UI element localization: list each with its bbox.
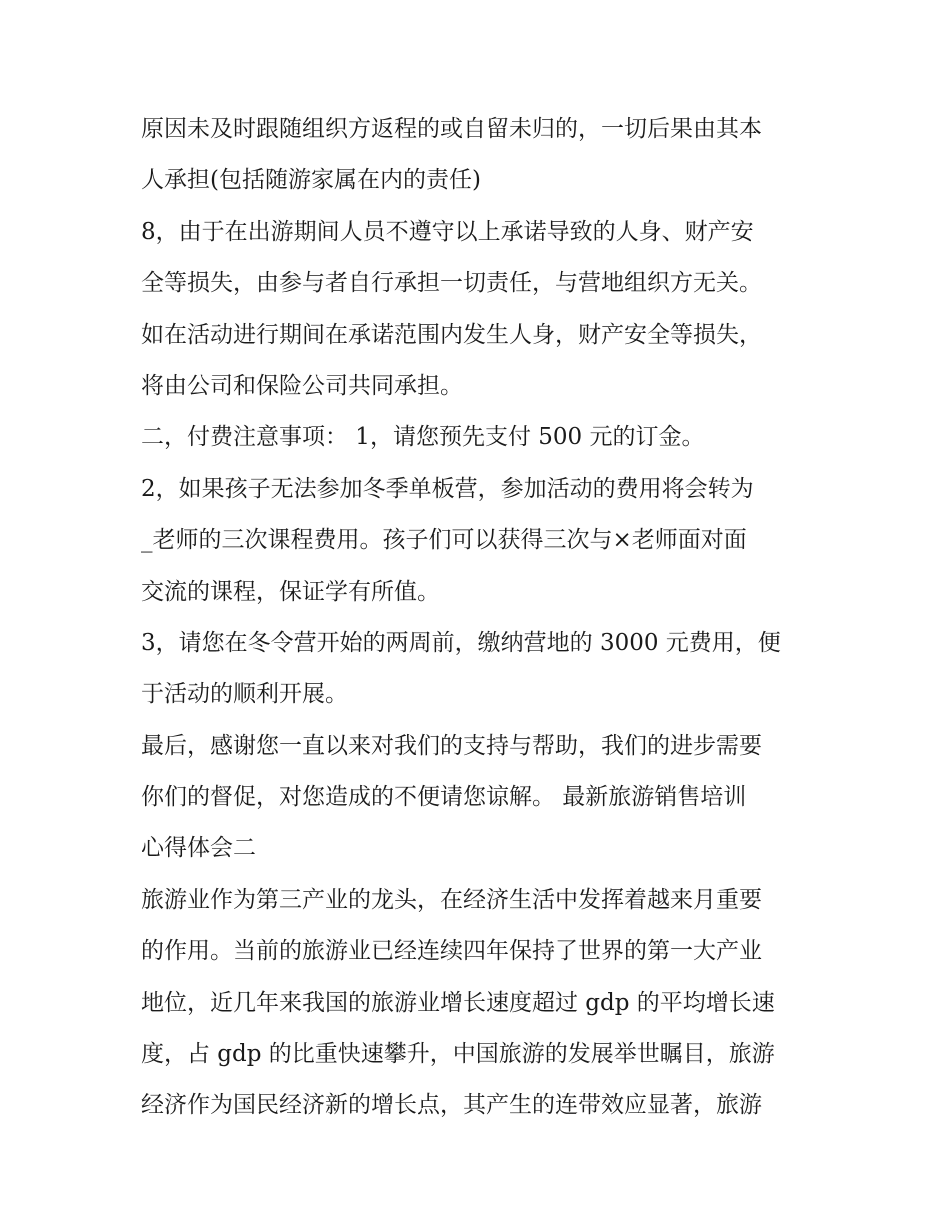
text-line: 交流的课程，保证学有所值。 <box>141 578 440 605</box>
text-line: 人承担(包括随游家属在内的责任) <box>141 167 481 194</box>
text-line: 最后，感谢您一直以来对我们的支持与帮助，我们的进步需要 <box>141 732 762 759</box>
text-line: 于活动的顺利开展。 <box>141 681 348 708</box>
text-line: 8，由于在出游期间人员不遵守以上承诺导致的人身、财产安 <box>141 218 754 245</box>
document-body <box>141 104 821 1132</box>
text-line: 心得体会二 <box>141 835 256 862</box>
text-line: 2，如果孩子无法参加冬季单板营，参加活动的费用将会转为 <box>141 475 754 502</box>
text-line: 将由公司和保险公司共同承担。 <box>141 372 463 399</box>
text-line: 经济作为国民经济新的增长点，其产生的连带效应显著，旅游 <box>141 1092 762 1119</box>
text-line: _老师的三次课程费用。孩子们可以获得三次与×老师面对面 <box>141 527 747 554</box>
text-line: 的作用。当前的旅游业已经连续四年保持了世界的第一大产业 <box>141 938 762 965</box>
text-line: 原因未及时跟随组织方返程的或自留未归的，一切后果由其本 <box>141 116 762 142</box>
text-line: 度，占 gdp 的比重快速攀升，中国旅游的发展举世瞩目，旅游 <box>141 1041 775 1068</box>
text-line: 地位，近几年来我国的旅游业增长速度超过 gdp 的平均增长速 <box>141 989 775 1016</box>
text-line: 旅游业作为第三产业的龙头，在经济生活中发挥着越来月重要 <box>141 886 762 913</box>
text-line: 3，请您在冬令营开始的两周前，缴纳营地的 3000 元费用，便 <box>141 629 781 656</box>
text-line: 如在活动进行期间在承诺范围内发生人身，财产安全等损失， <box>141 321 762 348</box>
text-line: 全等损失，由参与者自行承担一切责任，与营地组织方无关。 <box>141 270 762 297</box>
text-line: 二，付费注意事项： 1，请您预先支付 500 元的订金。 <box>141 424 705 451</box>
text-line: 你们的督促，对您造成的不便请您谅解。 最新旅游销售培训 <box>141 784 747 811</box>
